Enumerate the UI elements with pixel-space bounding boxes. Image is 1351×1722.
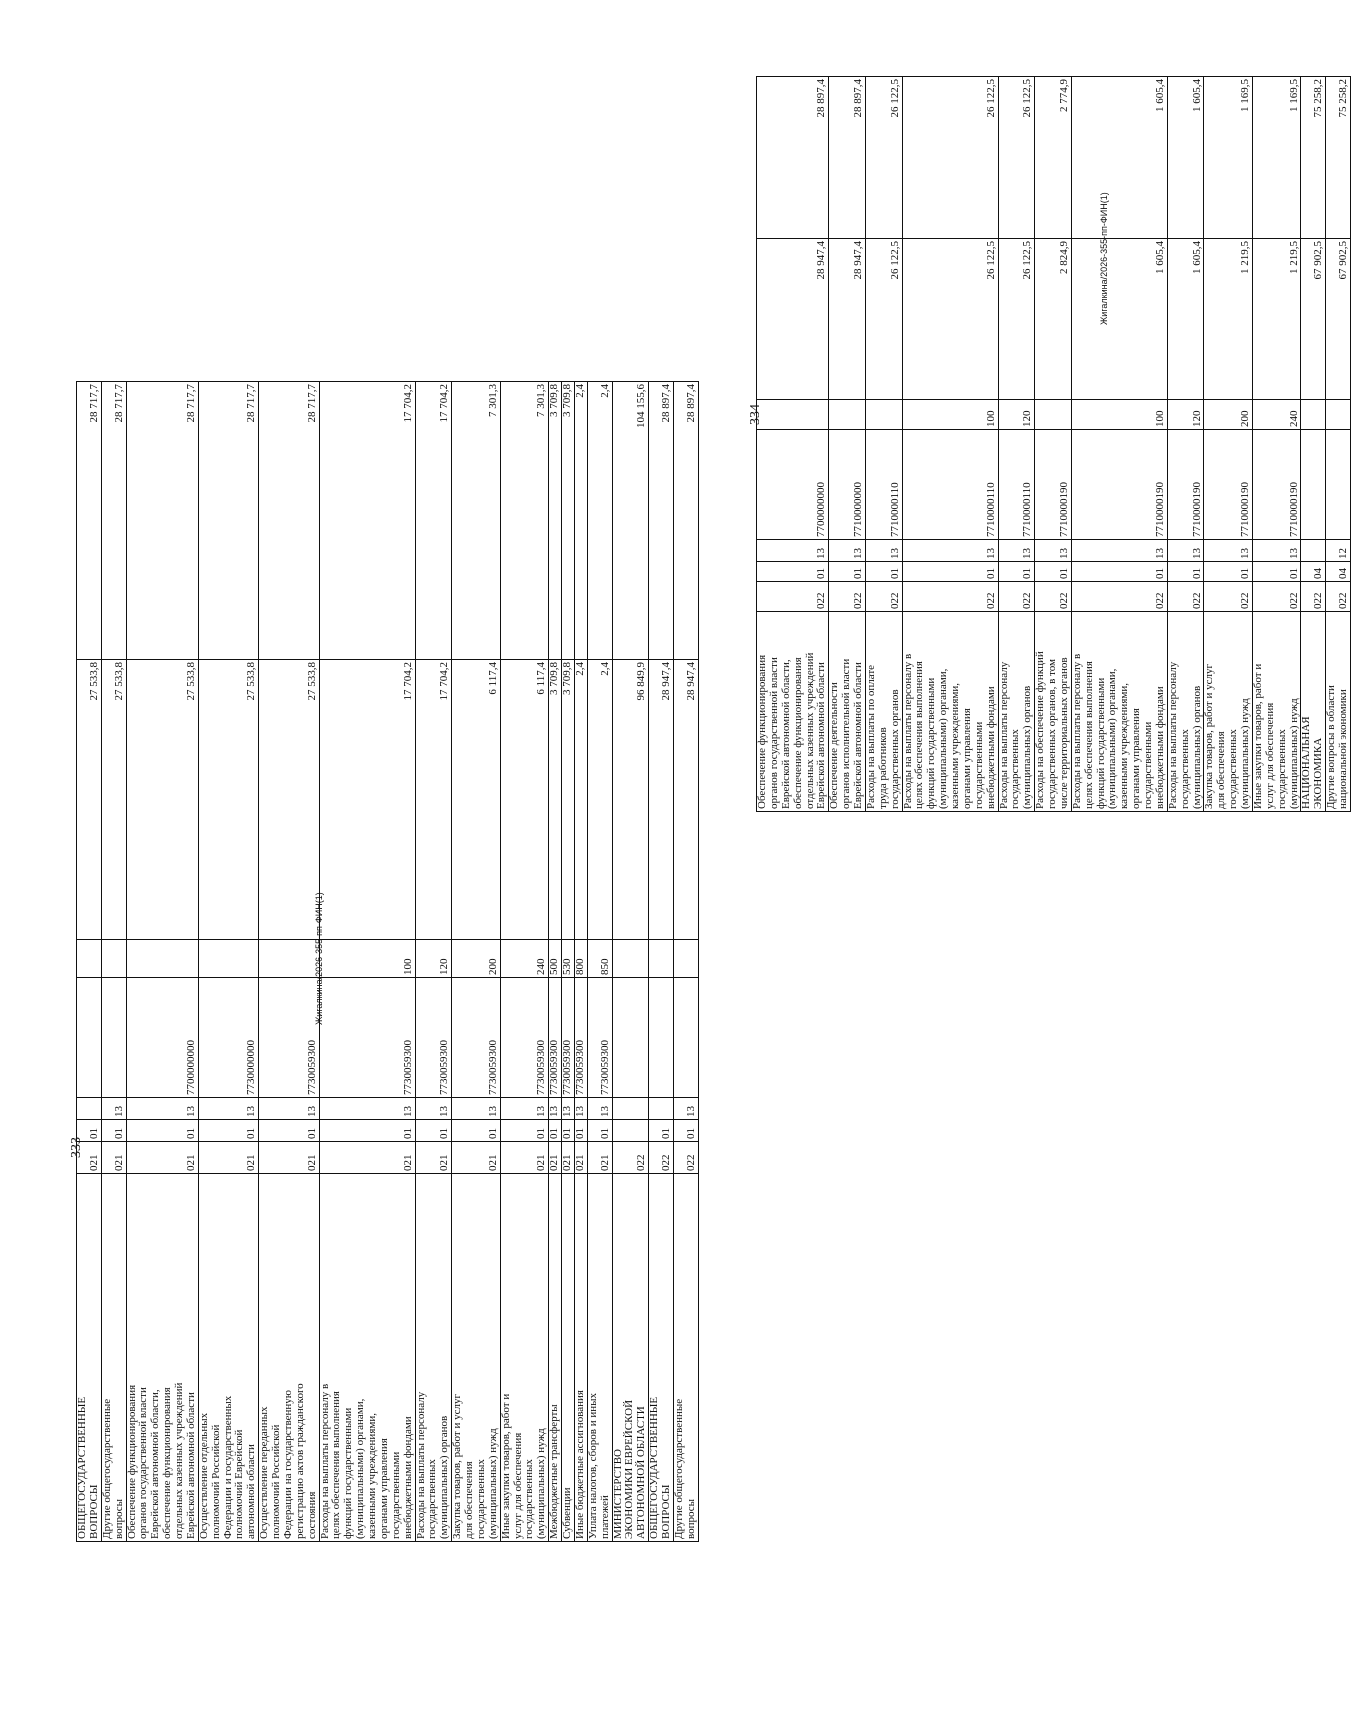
subsection-code: 13 bbox=[757, 540, 829, 562]
row-name: Иные бюджетные ассигнования bbox=[574, 1174, 587, 1542]
expense-type-code bbox=[1326, 400, 1351, 430]
amount-year-1: 1 605,4 bbox=[1071, 239, 1167, 400]
section-code: 01 bbox=[562, 1120, 575, 1142]
grbs-code: 021 bbox=[101, 1142, 126, 1174]
grbs-code: 022 bbox=[649, 1142, 674, 1174]
row-name: Субвенции bbox=[562, 1174, 575, 1542]
target-article-code: 7730000000 bbox=[198, 978, 258, 1098]
grbs-code: 022 bbox=[1071, 582, 1167, 612]
amount-year-1: 17 704,2 bbox=[319, 660, 415, 940]
subsection-code: 13 bbox=[101, 1098, 126, 1120]
expense-type-code bbox=[612, 940, 649, 978]
target-article-code: 7710000190 bbox=[1035, 430, 1072, 540]
section-code: 01 bbox=[319, 1120, 415, 1142]
left-table-row bbox=[673, 382, 698, 1542]
grbs-code: 021 bbox=[574, 1142, 587, 1174]
expense-type-code bbox=[1301, 400, 1326, 430]
expense-type-code: 120 bbox=[415, 940, 452, 978]
right-table-row bbox=[757, 77, 829, 812]
subsection-code: 13 bbox=[452, 1098, 501, 1120]
expense-type-code: 100 bbox=[902, 400, 998, 430]
amount-year-1: 17 704,2 bbox=[415, 660, 452, 940]
amount-year-1: 26 122,5 bbox=[998, 239, 1035, 400]
target-article-code bbox=[673, 978, 698, 1098]
right-table-row bbox=[902, 77, 998, 812]
subsection-code: 13 bbox=[574, 1098, 587, 1120]
subsection-code: 12 bbox=[1326, 540, 1351, 562]
amount-year-1: 3 709,8 bbox=[549, 660, 562, 940]
row-name: Иные закупки товаров, работ и услуг для обеспечения государственных (муниципальных) нужд bbox=[1252, 612, 1301, 812]
amount-year-1: 27 533,8 bbox=[198, 660, 258, 940]
section-code: 01 bbox=[77, 1120, 102, 1142]
target-article-code: 7730059300 bbox=[549, 978, 562, 1098]
row-name: Другие общегосударственные вопросы bbox=[101, 1174, 126, 1542]
subsection-code: 13 bbox=[902, 540, 998, 562]
target-article-code: 7730059300 bbox=[562, 978, 575, 1098]
amount-year-1: 2,4 bbox=[574, 660, 587, 940]
amount-year-2: 26 122,5 bbox=[998, 77, 1035, 239]
section-code: 04 bbox=[1301, 562, 1326, 582]
row-name: ОБЩЕГОСУДАРСТВЕННЫЕ ВОПРОСЫ bbox=[77, 1174, 102, 1542]
right-table-row bbox=[1167, 77, 1204, 812]
target-article-code: 7710000190 bbox=[1252, 430, 1301, 540]
section-code bbox=[612, 1120, 649, 1142]
subsection-code: 13 bbox=[126, 1098, 198, 1120]
row-name: Расходы на выплаты персоналу государственных (муниципальных) органов bbox=[998, 612, 1035, 812]
expense-type-code bbox=[77, 940, 102, 978]
amount-year-2: 1 169,5 bbox=[1204, 77, 1253, 239]
subsection-code: 13 bbox=[1035, 540, 1072, 562]
section-code: 01 bbox=[902, 562, 998, 582]
left-table-row bbox=[649, 382, 674, 1542]
amount-year-1: 1 605,4 bbox=[1167, 239, 1204, 400]
expense-type-code bbox=[649, 940, 674, 978]
section-code: 01 bbox=[649, 1120, 674, 1142]
target-article-code bbox=[612, 978, 649, 1098]
row-name: Иные закупки товаров, работ и услуг для обеспечения государственных (муниципальных) нужд bbox=[500, 1174, 549, 1542]
section-code: 01 bbox=[829, 562, 866, 582]
amount-year-1: 26 122,5 bbox=[865, 239, 902, 400]
subsection-code: 13 bbox=[1167, 540, 1204, 562]
subsection-code: 13 bbox=[500, 1098, 549, 1120]
amount-year-1: 2,4 bbox=[587, 660, 612, 940]
row-name: Расходы на выплаты персоналу государственных (муниципальных) органов bbox=[1167, 612, 1204, 812]
amount-year-2: 7 301,3 bbox=[500, 382, 549, 660]
subsection-code: 13 bbox=[259, 1098, 319, 1120]
target-article-code: 7730059300 bbox=[415, 978, 452, 1098]
amount-year-2: 28 717,7 bbox=[259, 382, 319, 660]
expense-type-code: 800 bbox=[574, 940, 587, 978]
section-code: 01 bbox=[998, 562, 1035, 582]
footer-right: Жигалкина/2026-355-пп-ФИН(1) bbox=[1099, 192, 1109, 325]
row-name: Другие общегосударственные вопросы bbox=[673, 1174, 698, 1542]
grbs-code: 022 bbox=[757, 582, 829, 612]
target-article-code bbox=[649, 978, 674, 1098]
right-table-row bbox=[829, 77, 866, 812]
row-name: Обеспечение функционирования органов государственной власти Еврейской автономной области, обеспечение функционирования отдельных казенных учреждений Еврейской автономной области bbox=[126, 1174, 198, 1542]
grbs-code: 022 bbox=[1204, 582, 1253, 612]
section-code: 01 bbox=[1167, 562, 1204, 582]
section-code: 01 bbox=[1071, 562, 1167, 582]
expense-type-code bbox=[829, 400, 866, 430]
grbs-code: 021 bbox=[126, 1142, 198, 1174]
amount-year-2: 26 122,5 bbox=[865, 77, 902, 239]
grbs-code: 022 bbox=[829, 582, 866, 612]
row-name: Осуществление переданных полномочий Российской Федерации на государственную регистрацию актов гражданского состояния bbox=[259, 1174, 319, 1542]
subsection-code: 13 bbox=[1071, 540, 1167, 562]
target-article-code: 7710000190 bbox=[1071, 430, 1167, 540]
row-name: Обеспечение деятельности органов исполнительной власти Еврейской автономной области bbox=[829, 612, 866, 812]
left-table-row bbox=[101, 382, 126, 1542]
amount-year-1: 27 533,8 bbox=[126, 660, 198, 940]
amount-year-2: 3 709,8 bbox=[562, 382, 575, 660]
target-article-code: 7710000190 bbox=[1167, 430, 1204, 540]
left-table-row bbox=[500, 382, 549, 1542]
target-article-code: 7710000190 bbox=[1204, 430, 1253, 540]
subsection-code bbox=[612, 1098, 649, 1120]
amount-year-1: 67 902,5 bbox=[1326, 239, 1351, 400]
grbs-code: 022 bbox=[865, 582, 902, 612]
section-code: 01 bbox=[865, 562, 902, 582]
target-article-code: 7710000110 bbox=[902, 430, 998, 540]
subsection-code: 13 bbox=[549, 1098, 562, 1120]
expense-type-code bbox=[198, 940, 258, 978]
amount-year-1: 28 947,4 bbox=[673, 660, 698, 940]
expense-type-code bbox=[1035, 400, 1072, 430]
target-article-code bbox=[1301, 430, 1326, 540]
amount-year-1: 3 709,8 bbox=[562, 660, 575, 940]
amount-year-2: 1 605,4 bbox=[1071, 77, 1167, 239]
grbs-code: 021 bbox=[549, 1142, 562, 1174]
row-name: Уплата налогов, сборов и иных платежей bbox=[587, 1174, 612, 1542]
left-table-row bbox=[415, 382, 452, 1542]
page-number-left: 333 bbox=[69, 1137, 84, 1158]
footer-left: Жигалкина/2026-355-пп-ФИН(1) bbox=[314, 892, 324, 1025]
amount-year-2: 1 169,5 bbox=[1252, 77, 1301, 239]
amount-year-2: 17 704,2 bbox=[415, 382, 452, 660]
row-name: Расходы на обеспечение функций государственных органов, в том числе территориальных органов bbox=[1035, 612, 1072, 812]
row-name: Закупка товаров, работ и услуг для обеспечения государственных (муниципальных) нужд bbox=[452, 1174, 501, 1542]
section-code: 01 bbox=[452, 1120, 501, 1142]
grbs-code: 022 bbox=[1167, 582, 1204, 612]
row-name: ОБЩЕГОСУДАРСТВЕННЫЕ ВОПРОСЫ bbox=[649, 1174, 674, 1542]
amount-year-1: 1 219,5 bbox=[1204, 239, 1253, 400]
grbs-code: 021 bbox=[500, 1142, 549, 1174]
target-article-code: 7710000000 bbox=[829, 430, 866, 540]
section-code: 01 bbox=[673, 1120, 698, 1142]
expense-type-code: 200 bbox=[1204, 400, 1253, 430]
amount-year-2: 28 897,4 bbox=[649, 382, 674, 660]
target-article-code: 7700000000 bbox=[757, 430, 829, 540]
subsection-code: 13 bbox=[1252, 540, 1301, 562]
subsection-code: 13 bbox=[587, 1098, 612, 1120]
grbs-code: 022 bbox=[1252, 582, 1301, 612]
amount-year-2: 28 897,4 bbox=[757, 77, 829, 239]
section-code: 01 bbox=[101, 1120, 126, 1142]
amount-year-2: 28 897,4 bbox=[829, 77, 866, 239]
target-article-code: 7730059300 bbox=[587, 978, 612, 1098]
subsection-code: 13 bbox=[673, 1098, 698, 1120]
left-table-row bbox=[612, 382, 649, 1542]
amount-year-1: 28 947,4 bbox=[829, 239, 866, 400]
subsection-code: 13 bbox=[198, 1098, 258, 1120]
amount-year-1: 28 947,4 bbox=[649, 660, 674, 940]
target-article-code bbox=[101, 978, 126, 1098]
row-name: Расходы на выплаты персоналу государственных (муниципальных) органов bbox=[415, 1174, 452, 1542]
row-name: Расходы на выплаты персоналу в целях обеспечения выполнения функций государственными (муниципальными) органами, казенными учреждениями, органами управления государственными внебюджетными фондами bbox=[319, 1174, 415, 1542]
row-name: Другие вопросы в области национальной экономики bbox=[1326, 612, 1351, 812]
grbs-code: 021 bbox=[198, 1142, 258, 1174]
grbs-code: 021 bbox=[319, 1142, 415, 1174]
right-table-row bbox=[1252, 77, 1301, 812]
subsection-code: 13 bbox=[865, 540, 902, 562]
expense-type-code: 100 bbox=[1071, 400, 1167, 430]
target-article-code: 7730059300 bbox=[259, 978, 319, 1098]
subsection-code: 13 bbox=[998, 540, 1035, 562]
grbs-code: 021 bbox=[587, 1142, 612, 1174]
grbs-code: 022 bbox=[1326, 582, 1351, 612]
page-number-right: 334 bbox=[748, 404, 763, 425]
left-table-row bbox=[562, 382, 575, 1542]
section-code: 01 bbox=[259, 1120, 319, 1142]
grbs-code: 022 bbox=[1035, 582, 1072, 612]
grbs-code: 022 bbox=[902, 582, 998, 612]
left-table-row bbox=[319, 382, 415, 1542]
target-article-code: 7710000110 bbox=[865, 430, 902, 540]
left-table-row bbox=[452, 382, 501, 1542]
amount-year-2: 75 258,2 bbox=[1301, 77, 1326, 239]
grbs-code: 022 bbox=[1301, 582, 1326, 612]
right-table-row bbox=[1326, 77, 1351, 812]
expense-type-code: 240 bbox=[500, 940, 549, 978]
grbs-code: 021 bbox=[259, 1142, 319, 1174]
row-name: Межбюджетные трансферты bbox=[549, 1174, 562, 1542]
subsection-code bbox=[1301, 540, 1326, 562]
amount-year-2: 104 155,6 bbox=[612, 382, 649, 660]
amount-year-1: 67 902,5 bbox=[1301, 239, 1326, 400]
target-article-code: 7700000000 bbox=[126, 978, 198, 1098]
subsection-code: 13 bbox=[829, 540, 866, 562]
amount-year-2: 7 301,3 bbox=[452, 382, 501, 660]
section-code: 01 bbox=[415, 1120, 452, 1142]
target-article-code bbox=[77, 978, 102, 1098]
amount-year-2: 28 717,7 bbox=[126, 382, 198, 660]
grbs-code: 021 bbox=[77, 1142, 102, 1174]
section-code: 01 bbox=[549, 1120, 562, 1142]
target-article-code: 7730059300 bbox=[500, 978, 549, 1098]
subsection-code: 13 bbox=[319, 1098, 415, 1120]
right-table-row bbox=[1071, 77, 1167, 812]
expense-type-code: 500 bbox=[549, 940, 562, 978]
expense-type-code: 200 bbox=[452, 940, 501, 978]
row-name: Расходы на выплаты персоналу в целях обеспечения выполнения функций государственными (муниципальными) органами, казенными учреждениями, органами управления государственными внебюджетными фондами bbox=[1071, 612, 1167, 812]
grbs-code: 021 bbox=[452, 1142, 501, 1174]
left-table-row bbox=[259, 382, 319, 1542]
target-article-code: 7730059300 bbox=[574, 978, 587, 1098]
left-table-row bbox=[198, 382, 258, 1542]
section-code: 01 bbox=[198, 1120, 258, 1142]
amount-year-1: 6 117,4 bbox=[452, 660, 501, 940]
section-code: 04 bbox=[1326, 562, 1351, 582]
grbs-code: 022 bbox=[998, 582, 1035, 612]
amount-year-1: 1 219,5 bbox=[1252, 239, 1301, 400]
amount-year-2: 28 717,7 bbox=[198, 382, 258, 660]
amount-year-2: 3 709,8 bbox=[549, 382, 562, 660]
section-code: 01 bbox=[126, 1120, 198, 1142]
grbs-code: 022 bbox=[612, 1142, 649, 1174]
amount-year-1: 96 849,9 bbox=[612, 660, 649, 940]
expense-type-code: 240 bbox=[1252, 400, 1301, 430]
target-article-code: 7730059300 bbox=[319, 978, 415, 1098]
amount-year-2: 28 897,4 bbox=[673, 382, 698, 660]
row-name: НАЦИОНАЛЬНАЯ ЭКОНОМИКА bbox=[1301, 612, 1326, 812]
section-code: 01 bbox=[1035, 562, 1072, 582]
expense-type-code: 850 bbox=[587, 940, 612, 978]
right-table-row bbox=[1204, 77, 1253, 812]
amount-year-1: 27 533,8 bbox=[77, 660, 102, 940]
amount-year-2: 26 122,5 bbox=[902, 77, 998, 239]
expense-type-code bbox=[865, 400, 902, 430]
row-name: Расходы на выплаты персоналу в целях обеспечения выполнения функций государственными (муниципальными) органами, казенными учреждениями, органами управления государственными внебюджетными фондами bbox=[902, 612, 998, 812]
target-article-code: 7730059300 bbox=[452, 978, 501, 1098]
section-code: 01 bbox=[1252, 562, 1301, 582]
amount-year-2: 17 704,2 bbox=[319, 382, 415, 660]
amount-year-2: 2,4 bbox=[587, 382, 612, 660]
left-table-row bbox=[549, 382, 562, 1542]
target-article-code: 7710000110 bbox=[998, 430, 1035, 540]
amount-year-2: 28 717,7 bbox=[101, 382, 126, 660]
section-code: 01 bbox=[1204, 562, 1253, 582]
amount-year-1: 27 533,8 bbox=[259, 660, 319, 940]
subsection-code: 13 bbox=[562, 1098, 575, 1120]
target-article-code bbox=[1326, 430, 1351, 540]
subsection-code bbox=[649, 1098, 674, 1120]
expense-type-code bbox=[126, 940, 198, 978]
expense-type-code: 530 bbox=[562, 940, 575, 978]
row-name: Расходы на выплаты по оплате труда работников государственных органов bbox=[865, 612, 902, 812]
row-name: МИНИСТЕРСТВО ЭКОНОМИКИ ЕВРЕЙСКОЙ АВТОНОМНОЙ ОБЛАСТИ bbox=[612, 1174, 649, 1542]
subsection-code: 13 bbox=[415, 1098, 452, 1120]
right-table-row bbox=[998, 77, 1035, 812]
subsection-code: 13 bbox=[1204, 540, 1253, 562]
amount-year-1: 27 533,8 bbox=[101, 660, 126, 940]
right-table-row bbox=[1301, 77, 1326, 812]
amount-year-2: 75 258,2 bbox=[1326, 77, 1351, 239]
expense-type-code bbox=[259, 940, 319, 978]
expense-type-code bbox=[757, 400, 829, 430]
grbs-code: 022 bbox=[673, 1142, 698, 1174]
section-code: 01 bbox=[587, 1120, 612, 1142]
section-code: 01 bbox=[500, 1120, 549, 1142]
amount-year-1: 26 122,5 bbox=[902, 239, 998, 400]
subsection-code bbox=[77, 1098, 102, 1120]
left-table-row bbox=[574, 382, 587, 1542]
left-table-row bbox=[77, 382, 102, 1542]
grbs-code: 021 bbox=[562, 1142, 575, 1174]
amount-year-1: 6 117,4 bbox=[500, 660, 549, 940]
amount-year-2: 28 717,7 bbox=[77, 382, 102, 660]
row-name: Закупка товаров, работ и услуг для обеспечения государственных (муниципальных) нужд bbox=[1204, 612, 1253, 812]
grbs-code: 021 bbox=[415, 1142, 452, 1174]
left-table-row bbox=[126, 382, 198, 1542]
expense-type-code bbox=[673, 940, 698, 978]
section-code: 01 bbox=[757, 562, 829, 582]
expense-type-code: 100 bbox=[319, 940, 415, 978]
amount-year-2: 1 605,4 bbox=[1167, 77, 1204, 239]
row-name: Обеспечение функционирования органов государственной власти Еврейской автономной области, обеспечение функционирования отдельных казенных учреждений Еврейской автономной области bbox=[757, 612, 829, 812]
section-code: 01 bbox=[574, 1120, 587, 1142]
right-table-row bbox=[1035, 77, 1072, 812]
row-name: Осуществление отдельных полномочий Российской Федерации и государственных полномочий Еврейской автономной области bbox=[198, 1174, 258, 1542]
expense-type-code: 120 bbox=[1167, 400, 1204, 430]
expense-type-code: 120 bbox=[998, 400, 1035, 430]
left-table-row bbox=[587, 382, 612, 1542]
right-table-row bbox=[865, 77, 902, 812]
expense-type-code bbox=[101, 940, 126, 978]
amount-year-1: 2 824,9 bbox=[1035, 239, 1072, 400]
amount-year-2: 2,4 bbox=[574, 382, 587, 660]
amount-year-1: 28 947,4 bbox=[757, 239, 829, 400]
amount-year-2: 2 774,9 bbox=[1035, 77, 1072, 239]
